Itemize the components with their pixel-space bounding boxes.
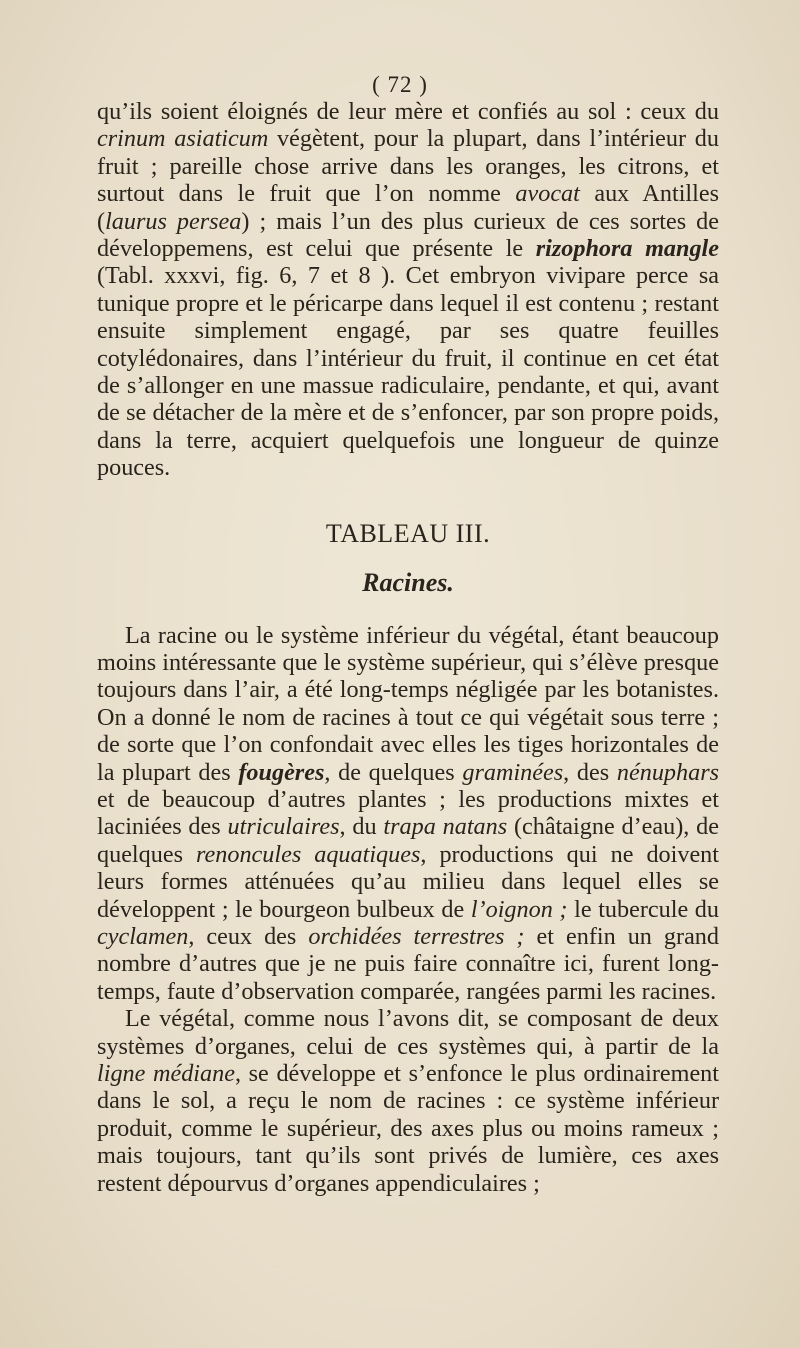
table-heading: TABLEAU III.: [325, 518, 491, 548]
italic-term: trapa natans: [383, 813, 508, 841]
italic-term: utriculaires: [227, 813, 340, 841]
italic-term: orchidées terrestres ;: [308, 922, 525, 950]
italic-term: rizophora mangle: [535, 235, 719, 263]
text-run: ) ; mais l’un des plus curieux de ces sortes de développemens, est celui que présente le: [97, 207, 719, 263]
text-run: qu’ils soient éloignés de leur mère et confiés au sol : ceux du: [97, 98, 719, 125]
text-run: La racine ou le système inférieur du végétal, étant beaucoup moins intéressante que le système supérieur, qui s’élève presque toujours dans l’air, a été long-temps négligée par les botanistes. On a donné le nom de racines à tout ce qui végétait sous terre ; de sorte que l’on confondait avec elles les tiges horizontales de la plupart des: [97, 621, 719, 786]
text-run: végètent, pour la plupart, dans l’intérieur du fruit ; pareille chose arrive dans les oranges, les citrons, et surtout dans le fruit que l’on nomme: [97, 125, 719, 208]
page-number: ( 72 ): [372, 72, 428, 97]
text-run: (Tabl. xxxvi, fig. 6, 7 et 8 ). Cet embryon vivipare perce sa tunique propre et le péricarpe dans lequel il est contenu ; restant ensuite simplement engagé, par ses quatre feuilles cotylédonaires, dans l’intérieur du fruit, il continue en cet état de s’allonger en une massue radiculaire, pendante, et qui, avant de se détacher de la mère et de s’enfoncer, par son propre poids, dans la terre, acquiert quelquefois une longueur de quinze pouces.: [97, 262, 719, 482]
paragraph-roots-system: [97, 1005, 719, 1197]
text-run: et de beaucoup d’autres plantes ; les productions mixtes et laciniées des: [97, 785, 719, 841]
italic-term: ligne médiane: [97, 1060, 235, 1087]
page-body: [97, 98, 719, 1197]
text-run: , ceux des: [188, 922, 309, 950]
paragraph-embryo-development: [97, 98, 719, 482]
italic-term: crinum asiaticum: [97, 125, 269, 153]
text-run: , se développe et s’enfonce le plus ordinairement dans le sol, a reçu le nom de racines : ce système inférieur produit, comme le supérieur, des axes plus ou moins rameux ; mais toujours, tant qu’ils sont privés de lumière, ces axes restent dépourvus d’organes appendiculaires ;: [97, 1060, 719, 1197]
section-heading: Racines.: [362, 568, 454, 598]
text-run: , des: [563, 758, 617, 786]
italic-term: cyclamen: [97, 922, 189, 950]
paragraph-roots-definition: [97, 622, 719, 1006]
italic-term: avocat: [515, 180, 580, 208]
italic-term: fougères: [238, 758, 325, 786]
text-run: Le végétal, comme nous l’avons dit, se composant de deux systèmes d’organes, celui de ces systèmes qui, à partir de la: [97, 1005, 719, 1060]
italic-term: l’oignon ;: [470, 895, 568, 923]
text-run: (châtaigne d’eau), de quelques: [97, 813, 719, 868]
text-run: , du: [339, 813, 384, 841]
text-run: , productions qui ne doivent leurs formes atténuées qu’au milieu dans lequel elles se développent ; le bourgeon bulbeux de: [97, 840, 719, 923]
italic-term: renoncules aquatiques: [196, 840, 421, 868]
italic-term: nénuphars: [616, 758, 720, 786]
italic-term: graminées: [462, 758, 564, 786]
italic-term: laurus persea: [105, 207, 242, 235]
text-run: le tubercule du: [567, 895, 719, 923]
text-run: aux Antilles (: [97, 180, 720, 235]
text-run: et enfin un grand nombre d’autres que je ne puis faire connaître ici, furent long-temps, faute d’observation comparée, rangées parmi les racines.: [97, 922, 719, 1005]
text-run: , de quelques: [324, 758, 463, 786]
